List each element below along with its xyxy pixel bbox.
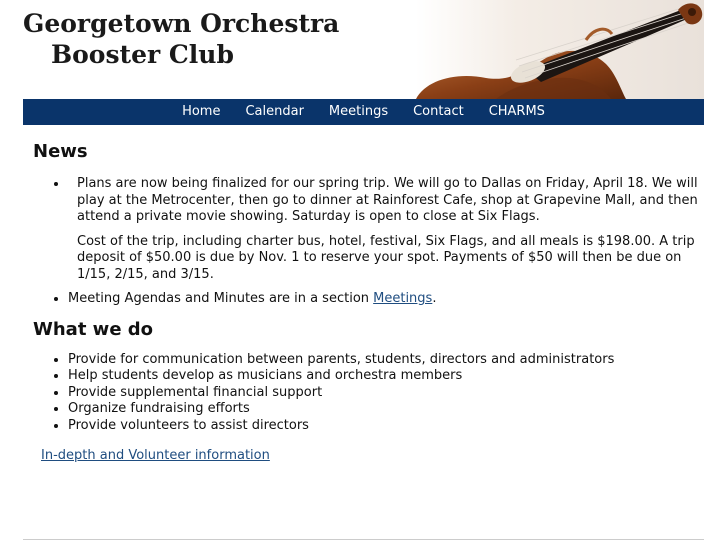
news-text: Meeting Agendas and Minutes are in a section bbox=[68, 291, 374, 306]
site-header bbox=[23, 0, 704, 99]
news-item bbox=[68, 176, 698, 283]
site-title-line2: Booster Club bbox=[51, 40, 234, 69]
list-item: • Provide for communication between parents, students, directors and administrators bbox=[68, 352, 698, 369]
news-paragraph: • Plans are now being finalized for our spring trip. We will go to Dallas on Friday, April 18. We will play at the Metrocenter, then go to dinner at Rainforest Cafe, shop at Grapevine Mall, and then attend a private movie showing. Saturday is open to close at Six Flags. bbox=[77, 176, 698, 224]
nav-calendar[interactable]: Calendar bbox=[245, 104, 304, 119]
nav-contact[interactable]: Contact bbox=[413, 104, 464, 119]
news-list bbox=[33, 176, 698, 308]
list-item: • Help students develop as musicians and orchestra members bbox=[68, 368, 698, 385]
footer-divider bbox=[23, 539, 704, 540]
nav-charms[interactable]: CHARMS bbox=[488, 104, 545, 119]
main-nav bbox=[23, 99, 704, 125]
news-text-end: . bbox=[432, 291, 437, 306]
list-item: • Provide supplemental financial support bbox=[68, 385, 698, 402]
news-heading: News bbox=[33, 141, 88, 162]
violin-image bbox=[416, 0, 704, 99]
what-heading: What we do bbox=[33, 318, 154, 340]
site-title bbox=[23, 8, 339, 70]
site-title-line1: Georgetown Orchestra bbox=[23, 9, 340, 38]
list-item: • Organize fundraising efforts bbox=[68, 401, 698, 418]
what-list bbox=[33, 352, 698, 435]
news-item bbox=[68, 291, 698, 308]
nav-meetings[interactable]: Meetings bbox=[328, 104, 389, 119]
nav-home[interactable]: Home bbox=[182, 104, 221, 119]
news-paragraph: Cost of the trip, including charter bus, hotel, festival, Six Flags, and all meals is $198.00. A trip deposit of $50.00 is due by Nov. 1 to reserve your spot. Payments of $50 will then be due on 1/15, 2/15, and 3/15. bbox=[77, 233, 695, 282]
volunteer-info-link[interactable]: In-depth and Volunteer information bbox=[41, 448, 270, 463]
meetings-link[interactable]: Meetings bbox=[373, 291, 433, 306]
list-item: • Provide volunteers to assist directors bbox=[68, 418, 698, 435]
main-content bbox=[33, 140, 698, 463]
